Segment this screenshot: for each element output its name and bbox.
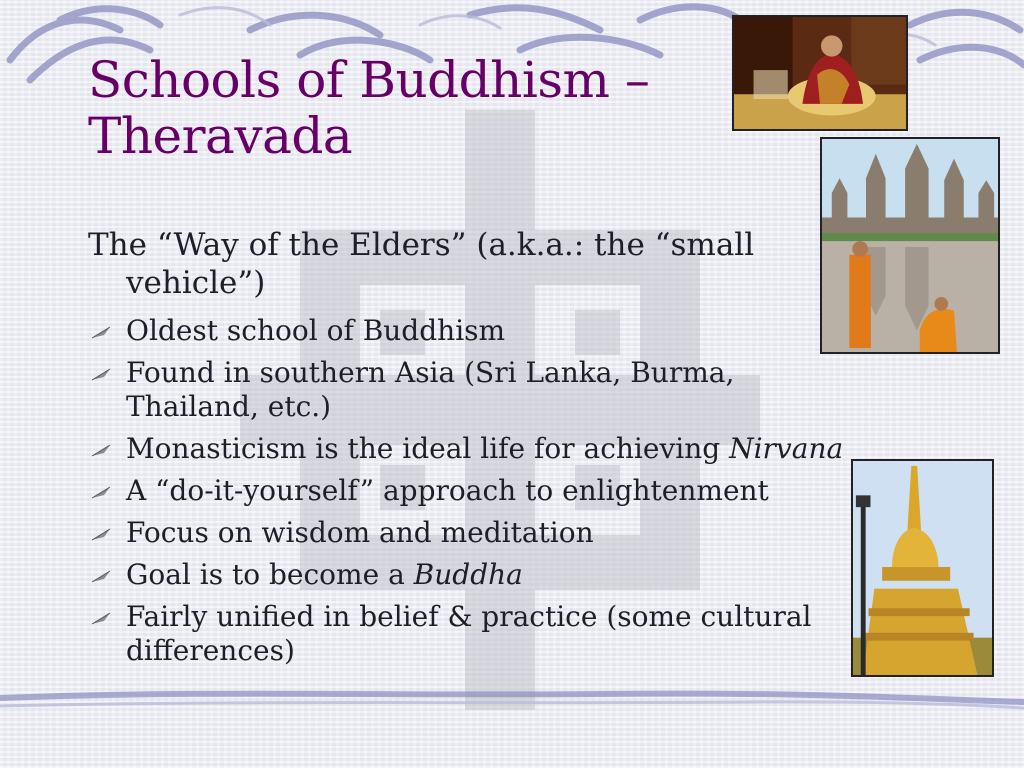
bullet-item <box>88 516 848 550</box>
bullet-text: Oldest school of Buddhism <box>126 314 506 347</box>
bullet-item <box>88 600 848 668</box>
title-line-1: Schools of Buddhism – <box>88 51 650 109</box>
feather-bullet-icon <box>90 569 112 583</box>
bullet-text: Monasticism is the ideal life for achieving <box>126 432 730 465</box>
bullet-text: Found in southern Asia (Sri Lanka, Burma, Thailand, etc.) <box>126 356 735 423</box>
bullet-item <box>88 314 848 348</box>
feather-bullet-icon <box>90 367 112 381</box>
angkor-wat-monks-photo <box>820 137 1000 354</box>
bullet-text: Goal is to become a <box>126 558 414 591</box>
bullet-text: A “do-it-yourself” approach to enlightenment <box>126 474 769 507</box>
decorative-swirl-bottom <box>0 676 1024 716</box>
feather-bullet-icon <box>90 325 112 339</box>
feather-bullet-icon <box>90 611 112 625</box>
bullet-list <box>88 314 848 676</box>
bullet-item <box>88 356 848 424</box>
bullet-item <box>88 558 848 592</box>
feather-bullet-icon <box>90 485 112 499</box>
feather-bullet-icon <box>90 527 112 541</box>
bullet-item <box>88 432 848 466</box>
seated-monk-photo <box>732 15 908 131</box>
bullet-emphasis: Buddha <box>413 558 523 591</box>
bullet-text: Focus on wisdom and meditation <box>126 516 594 549</box>
golden-stupa-photo <box>851 459 994 677</box>
slide-title <box>88 52 728 164</box>
intro-text: The “Way of the Elders” (a.k.a.: the “small vehicle”) <box>88 227 755 301</box>
feather-bullet-icon <box>90 443 112 457</box>
bullet-emphasis: Nirvana <box>729 432 844 465</box>
bullet-item <box>88 474 848 508</box>
title-line-2: Theravada <box>88 107 353 165</box>
bullet-text: Fairly unified in belief & practice (some cultural differences) <box>126 600 812 667</box>
